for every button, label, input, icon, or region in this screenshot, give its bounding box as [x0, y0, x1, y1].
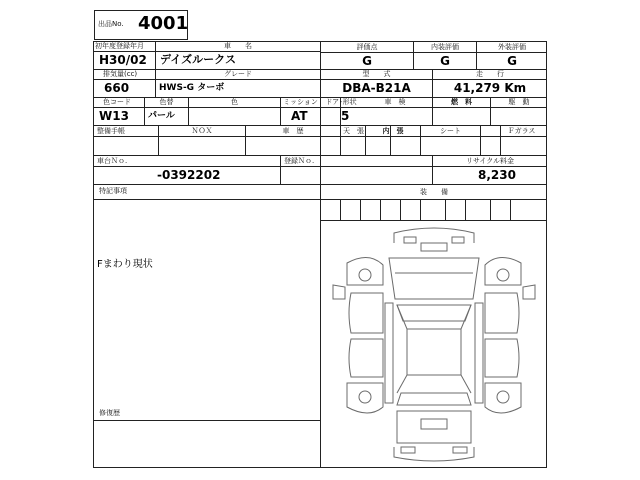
exterior-score-value: G — [507, 54, 517, 68]
equipment-cell-divider — [360, 199, 361, 220]
equipment-cell-divider — [490, 199, 491, 220]
car-history-label: 車 歴 — [282, 127, 304, 135]
model-value: DBA-B21A — [342, 81, 411, 95]
grade-value: HWS-G ターボ — [159, 83, 225, 93]
fuel-label: 燃 料 — [451, 98, 472, 106]
chassis-value: -0392202 — [157, 168, 221, 182]
repair-history-label: 修復歴 — [99, 409, 120, 417]
door-value: 5 — [341, 109, 350, 123]
divider — [280, 155, 281, 184]
seat-label: シート — [440, 127, 461, 135]
score-label: 評価点 — [356, 43, 378, 51]
divider — [93, 51, 320, 52]
divider — [320, 52, 547, 53]
remarks-note: Fまわり現状 — [97, 259, 153, 270]
recycle-label: リサイクル料金 — [465, 157, 515, 165]
car-damage-diagram — [321, 221, 547, 468]
equipment-label: 装 備 — [420, 188, 448, 196]
equipment-cell-divider — [445, 199, 446, 220]
ceiling-label: 天 張 — [343, 127, 364, 135]
equipment-cell-divider — [510, 199, 511, 220]
mileage-value: 41,279 Km — [453, 81, 527, 95]
equipment-cell-divider — [340, 199, 341, 220]
maintenance-book-label: 整備手帳 — [97, 127, 125, 135]
car-name-value: デイズルークス — [160, 53, 237, 66]
equipment-cell-divider — [380, 199, 381, 220]
color-code-value: W13 — [99, 109, 129, 123]
door-shape-label: ドア･形状 — [325, 98, 357, 106]
color-value: パール — [148, 111, 175, 121]
divider — [93, 199, 320, 200]
equipment-cell-divider — [400, 199, 401, 220]
divider — [93, 420, 320, 421]
model-label: 型 式 — [362, 70, 391, 78]
interior-score-value: G — [440, 54, 450, 68]
exterior-score-label: 外装評価 — [498, 43, 526, 51]
chassis-label: 車台Ｎｏ. — [97, 157, 128, 165]
divider — [480, 125, 481, 155]
reg-year-value: H30/02 — [99, 53, 147, 67]
front-glass-label: Ｆガラス — [507, 127, 536, 135]
lot-label: 出品No. — [98, 20, 124, 28]
car-name-label: 車 名 — [224, 42, 252, 50]
displacement-value: 660 — [104, 81, 130, 95]
equipment-cell-divider — [420, 199, 421, 220]
lot-number: 4001 — [138, 13, 189, 34]
color-change-label: 色替 — [159, 98, 174, 106]
divider — [320, 199, 547, 200]
score-value: G — [362, 54, 372, 68]
registration-label: 登録Ｎｏ. — [284, 157, 315, 165]
interior-score-label: 内装評価 — [431, 43, 459, 51]
inspection-label: 車 検 — [384, 98, 406, 106]
color-label: 色 — [231, 98, 238, 106]
color-code-label: 色コード — [103, 98, 131, 106]
displacement-label: 排気量(cc) — [103, 70, 138, 78]
interior-lining-label: 内 張 — [382, 127, 404, 135]
nox-label: ＮＯＸ — [191, 127, 213, 135]
grade-label: グレード — [224, 70, 252, 78]
drive-label: 駆 動 — [508, 98, 530, 106]
equipment-cell-divider — [465, 199, 466, 220]
mission-value: AT — [291, 109, 308, 123]
mission-label: ミッション — [283, 98, 318, 106]
mileage-label: 走 行 — [476, 70, 504, 78]
remarks-label: 特記事項 — [99, 187, 127, 195]
reg-year-label: 初年度登録年月 — [95, 42, 144, 50]
recycle-value: 8,230 — [478, 168, 516, 182]
